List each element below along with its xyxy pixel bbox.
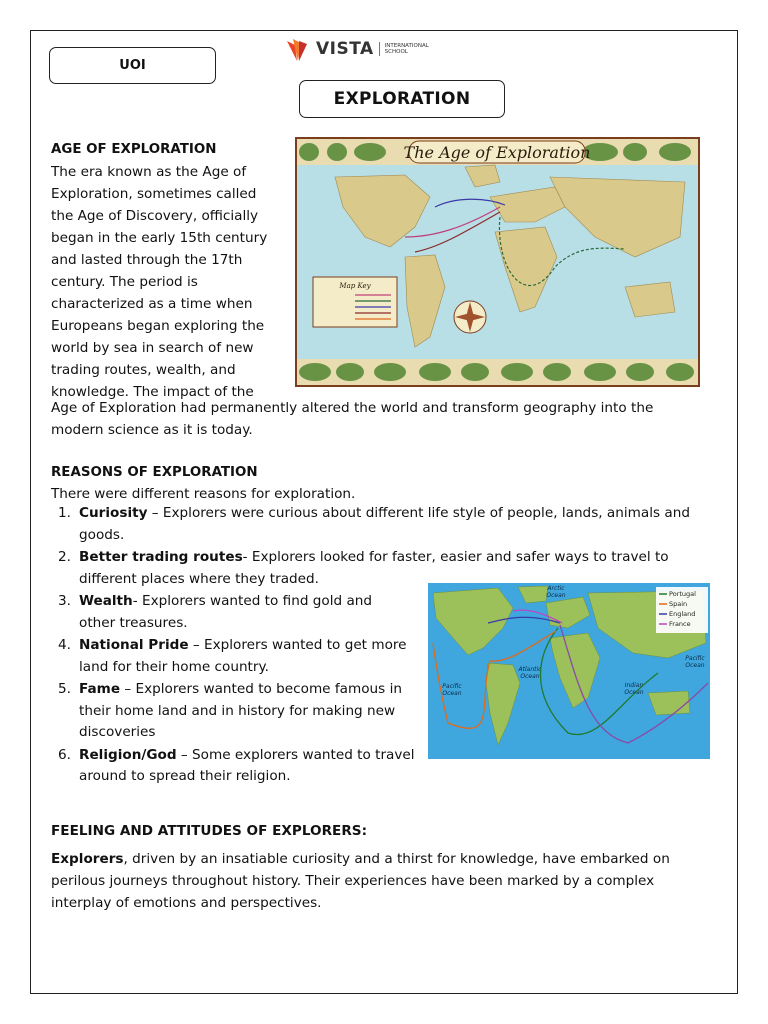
- ocean-label: Atlantic: [518, 666, 542, 673]
- ocean-label: Ocean: [442, 690, 462, 697]
- age-of-exploration-map-image: [295, 137, 700, 387]
- list-item: [51, 503, 719, 546]
- reason-text: around to spread their religion.: [79, 768, 291, 784]
- feelings-text: interplay of emotions and perspectives.: [51, 895, 322, 911]
- reasons-intro: There were different reasons for exploration.: [51, 486, 356, 502]
- flame-logo-icon: [284, 35, 310, 63]
- school-subtitle-line1: INTERNATIONAL: [384, 43, 429, 49]
- reason-text: land for their home country.: [79, 658, 269, 675]
- age-line: knowledge. The impact of the: [51, 384, 254, 400]
- list-number: 6.: [58, 746, 71, 763]
- reason-term: Wealth: [79, 593, 133, 609]
- compass-rose-icon: [454, 301, 486, 333]
- ocean-label: Pacific: [685, 655, 705, 662]
- reason-term: Religion/God: [79, 746, 177, 763]
- map-title: The Age of Exploration: [403, 143, 591, 162]
- legend-portugal: Portugal: [669, 590, 696, 598]
- page-title-box: [299, 80, 505, 118]
- age-line: and lasted through the 17th: [51, 252, 243, 268]
- list-number: 3.: [58, 593, 71, 609]
- ocean-label: Ocean: [624, 689, 644, 696]
- reason-text: - Explorers looked for faster, easier and safer ways to travel to: [242, 549, 669, 565]
- age-of-exploration-text: [51, 139, 281, 403]
- age-of-exploration-heading: AGE OF EXPLORATION: [51, 142, 217, 157]
- reason-text: different places where they traded.: [79, 570, 319, 587]
- map-key-label: Map Key: [339, 282, 371, 290]
- age-line: world by sea in search of new: [51, 340, 254, 356]
- age-line: Exploration, sometimes called: [51, 186, 257, 202]
- reason-text: – Explorers wanted to get more: [188, 637, 407, 653]
- age-of-exploration-continuation: [51, 397, 731, 441]
- page-title: EXPLORATION: [333, 89, 471, 109]
- age-line: characterized as a time when: [51, 296, 253, 312]
- reason-text: other treasures.: [79, 614, 188, 631]
- ocean-label: Arctic: [547, 585, 565, 592]
- school-name: VISTA: [316, 39, 374, 59]
- subject-label-box: [49, 47, 216, 84]
- feelings-text: , driven by an insatiable curiosity and a thirst for knowledge, have embarked on: [123, 851, 670, 867]
- list-number: 2.: [58, 549, 71, 565]
- age-line: Age of Exploration had permanently altered the world and transform geography into the: [51, 400, 654, 416]
- school-logo: [284, 34, 429, 64]
- feelings-paragraph: [51, 848, 731, 914]
- reason-term: Better trading routes: [79, 549, 243, 565]
- reason-text: – Some explorers wanted to travel: [176, 746, 415, 763]
- legend-france: France: [669, 620, 691, 628]
- school-subtitle: [385, 43, 429, 55]
- feelings-text: perilous journeys throughout history. Their experiences have been marked by a complex: [51, 873, 655, 889]
- reason-text: goods.: [79, 526, 125, 543]
- reason-term: National Pride: [79, 637, 189, 653]
- logo-divider: [379, 42, 380, 56]
- legend-england: England: [669, 610, 696, 618]
- reason-term: Fame: [79, 681, 121, 697]
- feelings-heading: FEELING AND ATTITUDES OF EXPLORERS:: [51, 823, 368, 839]
- ocean-label: Ocean: [546, 592, 566, 599]
- reason-text: – Explorers were curious about different life style of people, lands, animals and: [147, 505, 690, 521]
- ocean-label: Ocean: [520, 673, 540, 680]
- reason-text: their home land and in history for making new: [79, 702, 396, 719]
- ocean-label: Indian: [624, 682, 644, 689]
- age-line: The era known as the Age of: [51, 164, 247, 180]
- exploration-routes-map-image: [428, 583, 710, 759]
- age-line: century. The period is: [51, 274, 198, 290]
- list-number: 5.: [58, 681, 71, 697]
- reason-term: Curiosity: [79, 505, 148, 521]
- ocean-label: Pacific: [442, 683, 462, 690]
- age-line: the Age of Discovery, officially: [51, 208, 259, 224]
- reasons-heading: REASONS OF EXPLORATION: [51, 465, 258, 480]
- age-line: trading routes, wealth, and: [51, 362, 236, 378]
- feelings-term: Explorers: [51, 851, 124, 867]
- reason-text: - Explorers wanted to find gold and: [132, 593, 373, 609]
- reason-text: discoveries: [79, 724, 156, 740]
- list-number: 1.: [58, 505, 71, 521]
- reason-text: – Explorers wanted to become famous in: [120, 681, 402, 697]
- ocean-label: Ocean: [685, 662, 705, 669]
- age-line: Europeans began exploring the: [51, 318, 265, 334]
- list-number: 4.: [58, 637, 71, 653]
- subject-label: UOI: [119, 58, 146, 73]
- legend-spain: Spain: [669, 600, 688, 608]
- age-line: modern science as it is today.: [51, 422, 253, 438]
- school-subtitle-line2: SCHOOL: [384, 49, 408, 55]
- age-line: began in the early 15th century: [51, 230, 268, 246]
